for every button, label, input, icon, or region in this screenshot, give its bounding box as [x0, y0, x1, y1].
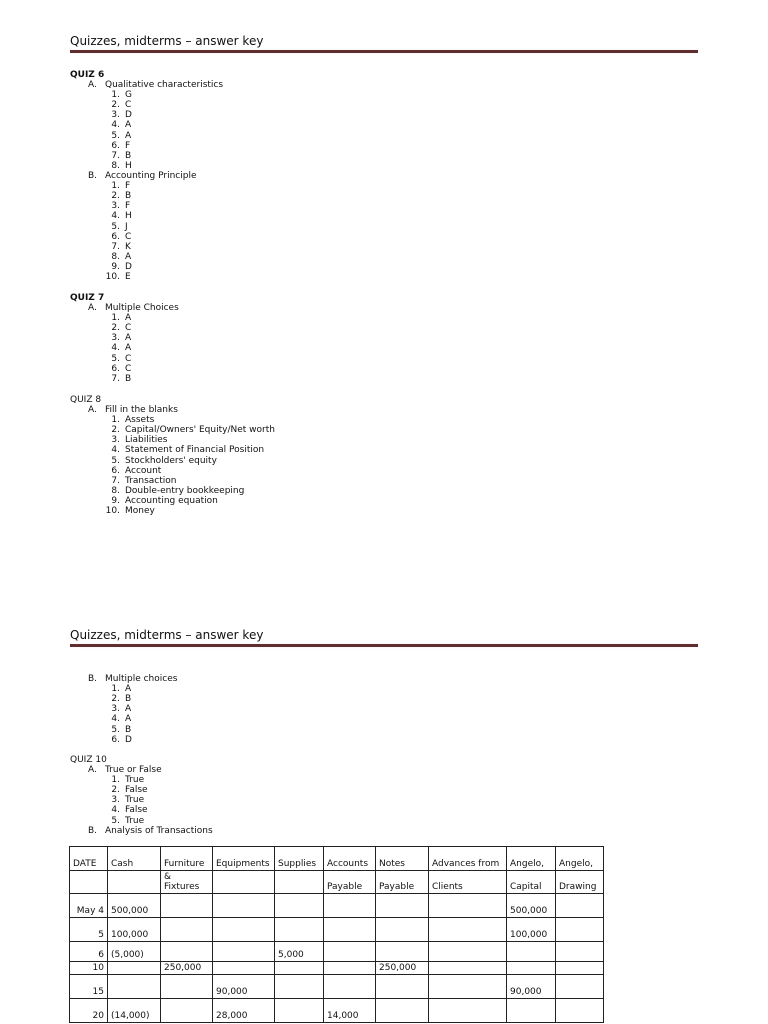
- table-cell: [108, 871, 161, 894]
- answer-item: [104, 476, 275, 486]
- answer-text: Assets: [125, 415, 155, 425]
- table-cell: Payable: [324, 871, 376, 894]
- answer-text: Capital/Owners' Equity/Net worth: [125, 425, 275, 436]
- table-cell: 500,000: [108, 894, 161, 918]
- table-cell: 28,000: [213, 999, 275, 1023]
- answer-number: 8.: [111, 252, 120, 263]
- answer-item: [104, 415, 275, 425]
- table-cell: (5,000): [108, 942, 161, 962]
- answer-item: [104, 201, 132, 211]
- answer-number: 4.: [111, 714, 120, 725]
- table-cell: [70, 871, 108, 894]
- table-cell: [324, 942, 376, 962]
- answer-number: 8.: [111, 161, 120, 172]
- answer-item: [104, 232, 132, 242]
- table-cell: [161, 975, 213, 999]
- quiz6-partA-title: Qualitative characteristics: [105, 80, 224, 90]
- quiz6-partB-title: Accounting Principle: [105, 171, 197, 181]
- answer-number: 4.: [111, 343, 120, 354]
- answer-text: A: [125, 252, 132, 263]
- answer-item: [104, 805, 148, 815]
- quiz10-partB-title: Analysis of Transactions: [105, 826, 213, 836]
- answer-number: 4.: [111, 445, 120, 456]
- answer-item: [104, 252, 132, 262]
- answer-item: [104, 242, 132, 252]
- quiz7-partA-letter: A.: [88, 303, 97, 313]
- table-cell: Angelo,: [556, 847, 604, 871]
- table-cell: Payable: [376, 871, 429, 894]
- answer-item: [104, 131, 132, 141]
- answer-text: K: [125, 241, 131, 252]
- table-cell: 14,000: [324, 999, 376, 1023]
- quiz9-partB-title: Multiple choices: [105, 674, 178, 684]
- table-cell: [275, 894, 324, 918]
- answer-number: 3.: [111, 333, 120, 344]
- table-cell: [213, 962, 275, 975]
- answer-number: 3.: [111, 795, 120, 806]
- table-cell: (14,000): [108, 999, 161, 1023]
- table-cell: [556, 894, 604, 918]
- answer-text: C: [125, 323, 132, 334]
- table-cell: Advances from: [429, 847, 507, 871]
- table-cell: [556, 975, 604, 999]
- table-cell: [324, 918, 376, 942]
- answer-number: 2.: [111, 694, 120, 705]
- answer-item: [104, 496, 275, 506]
- table-cell: Equipments: [213, 847, 275, 871]
- quiz9-partB-letter: B.: [88, 674, 98, 684]
- answer-text: A: [125, 684, 132, 694]
- table-cell: Clients: [429, 871, 507, 894]
- table-cell: [429, 999, 507, 1023]
- table-cell: Cash: [108, 847, 161, 871]
- table-cell: DATE: [70, 847, 108, 871]
- answer-text: Liabilities: [125, 435, 168, 446]
- table-cell: 500,000: [507, 894, 556, 918]
- quiz6-partB-answers: [104, 181, 132, 283]
- answer-text: False: [125, 805, 148, 816]
- table-cell: Capital: [507, 871, 556, 894]
- table-cell: [275, 975, 324, 999]
- answer-number: 5.: [111, 815, 120, 826]
- answer-item: [104, 714, 132, 724]
- answer-item: [104, 486, 275, 496]
- answer-text: A: [125, 130, 132, 141]
- table-cell: [429, 894, 507, 918]
- answer-item: [104, 151, 132, 161]
- table-cell: [161, 942, 213, 962]
- answer-number: 3.: [111, 704, 120, 715]
- table-cell: [213, 942, 275, 962]
- answer-item: [104, 374, 131, 384]
- table-cell: [429, 918, 507, 942]
- table-cell: [324, 962, 376, 975]
- answer-number: 10.: [105, 506, 120, 517]
- answer-text: A: [125, 343, 132, 354]
- answer-text: F: [125, 140, 131, 151]
- answer-item: [104, 364, 131, 374]
- table-cell: [429, 962, 507, 975]
- answer-text: A: [125, 714, 132, 725]
- answer-text: A: [125, 313, 132, 323]
- answer-text: J: [125, 221, 128, 232]
- table-cell: [556, 999, 604, 1023]
- answer-item: [104, 262, 132, 272]
- answer-text: Account: [125, 465, 162, 476]
- answer-number: 3.: [111, 435, 120, 446]
- answer-number: 6.: [111, 231, 120, 242]
- table-row: [70, 942, 604, 962]
- table-cell: 15: [70, 975, 108, 999]
- answer-number: 1.: [111, 313, 120, 323]
- table-cell: [376, 999, 429, 1023]
- transactions-table: [69, 846, 604, 1023]
- header-rule: [70, 50, 698, 53]
- table-cell: May 4: [70, 894, 108, 918]
- answer-text: F: [125, 201, 131, 212]
- table-cell: [376, 975, 429, 999]
- answer-text: True: [125, 775, 145, 785]
- answer-number: 1.: [111, 181, 120, 191]
- quiz10-partB-letter: B.: [88, 826, 98, 836]
- answer-number: 3.: [111, 201, 120, 212]
- answer-item: [104, 775, 148, 785]
- table-cell: Notes: [376, 847, 429, 871]
- table-cell: Angelo,: [507, 847, 556, 871]
- quiz7-partA-answers: [104, 313, 131, 384]
- answer-item: [104, 354, 131, 364]
- table-cell: Furniture: [161, 847, 213, 871]
- answer-text: E: [125, 272, 131, 283]
- table-cell: 250,000: [161, 962, 213, 975]
- table-cell: [275, 962, 324, 975]
- answer-number: 1.: [111, 90, 120, 100]
- answer-item: [104, 795, 148, 805]
- answer-text: C: [125, 353, 132, 364]
- answer-number: 5.: [111, 221, 120, 232]
- table-cell: [275, 999, 324, 1023]
- table-cell: [161, 894, 213, 918]
- table-cell: [556, 962, 604, 975]
- answer-number: 6.: [111, 465, 120, 476]
- answer-item: [104, 506, 275, 516]
- quiz9-partB-answers: [104, 684, 132, 745]
- answer-item: [104, 456, 275, 466]
- answer-text: B: [125, 191, 132, 202]
- table-cell: [161, 918, 213, 942]
- answer-number: 7.: [111, 373, 120, 384]
- table-cell: Supplies: [275, 847, 324, 871]
- table-cell: 5: [70, 918, 108, 942]
- table-cell: [275, 918, 324, 942]
- answer-number: 7.: [111, 241, 120, 252]
- quiz6-partA-letter: A.: [88, 80, 97, 90]
- table-cell: 20: [70, 999, 108, 1023]
- answer-number: 4.: [111, 120, 120, 131]
- table-cell: [507, 942, 556, 962]
- answer-text: Accounting equation: [125, 496, 218, 507]
- answer-item: [104, 90, 132, 100]
- table-cell: [324, 894, 376, 918]
- quiz8-partA-title: Fill in the blanks: [105, 405, 178, 415]
- answer-number: 5.: [111, 724, 120, 735]
- answer-text: B: [125, 694, 132, 705]
- answer-number: 6.: [111, 734, 120, 745]
- answer-item: [104, 333, 131, 343]
- answer-number: 2.: [111, 100, 120, 111]
- answer-text: F: [125, 181, 131, 191]
- table-cell: [507, 962, 556, 975]
- answer-number: 1.: [111, 415, 120, 425]
- answer-item: [104, 313, 131, 323]
- table-cell: Accounts: [324, 847, 376, 871]
- table-cell: [213, 918, 275, 942]
- answer-text: G: [125, 90, 132, 100]
- answer-text: B: [125, 150, 132, 161]
- answer-text: A: [125, 333, 132, 344]
- table-cell: [213, 894, 275, 918]
- answer-text: A: [125, 704, 132, 715]
- answer-number: 4.: [111, 211, 120, 222]
- answer-text: B: [125, 724, 132, 735]
- page2-header-title: Quizzes, midterms – answer key: [70, 628, 264, 642]
- answer-text: H: [125, 211, 132, 222]
- answer-number: 9.: [111, 262, 120, 273]
- quiz10-partA-answers: [104, 775, 148, 826]
- answer-text: A: [125, 120, 132, 131]
- table-cell: [556, 942, 604, 962]
- answer-number: 9.: [111, 496, 120, 507]
- answer-number: 8.: [111, 486, 120, 497]
- answer-number: 5.: [111, 353, 120, 364]
- answer-item: [104, 272, 132, 282]
- table-cell: 90,000: [213, 975, 275, 999]
- quiz10-partA-title: True or False: [105, 765, 162, 775]
- table-row: [70, 962, 604, 975]
- table-cell: [376, 894, 429, 918]
- answer-number: 1.: [111, 775, 120, 785]
- answer-text: Money: [125, 506, 155, 517]
- table-cell: 100,000: [108, 918, 161, 942]
- answer-item: [104, 211, 132, 221]
- table-header-row: [70, 847, 604, 871]
- answer-item: [104, 735, 132, 745]
- answer-text: H: [125, 161, 132, 172]
- answer-item: [104, 466, 275, 476]
- page-header-title: Quizzes, midterms – answer key: [70, 34, 264, 48]
- answer-number: 2.: [111, 425, 120, 436]
- answer-item: [104, 435, 275, 445]
- answer-item: [104, 343, 131, 353]
- answer-item: [104, 694, 132, 704]
- answer-item: [104, 323, 131, 333]
- answer-item: [104, 684, 132, 694]
- answer-text: False: [125, 785, 148, 796]
- table-cell: [429, 975, 507, 999]
- answer-item: [104, 110, 132, 120]
- answer-item: [104, 181, 132, 191]
- quiz6-partB-letter: B.: [88, 171, 98, 181]
- answer-item: [104, 785, 148, 795]
- page2-header-rule: [70, 644, 698, 647]
- answer-number: 7.: [111, 150, 120, 161]
- table-cell: [507, 999, 556, 1023]
- table-cell: [324, 975, 376, 999]
- quiz10-partA-letter: A.: [88, 765, 97, 775]
- answer-item: [104, 425, 275, 435]
- answer-item: [104, 816, 148, 826]
- answer-number: 6.: [111, 140, 120, 151]
- answer-text: True: [125, 795, 145, 806]
- quiz8-partA-answers: [104, 415, 275, 517]
- answer-item: [104, 120, 132, 130]
- table-row: [70, 999, 604, 1023]
- answer-number: 5.: [111, 455, 120, 466]
- quiz10-title: QUIZ 10: [70, 755, 107, 765]
- table-cell: [376, 942, 429, 962]
- table-cell: 5,000: [275, 942, 324, 962]
- quiz7-partA-title: Multiple Choices: [105, 303, 179, 313]
- table-cell: 250,000: [376, 962, 429, 975]
- table-subheader-row: [70, 871, 604, 894]
- answer-number: 2.: [111, 191, 120, 202]
- answer-item: [104, 704, 132, 714]
- answer-text: B: [125, 373, 132, 384]
- table-cell: [376, 918, 429, 942]
- answer-text: Statement of Financial Position: [125, 445, 265, 456]
- table-cell: [161, 999, 213, 1023]
- answer-text: Transaction: [125, 475, 177, 486]
- answer-number: 2.: [111, 785, 120, 796]
- answer-number: 5.: [111, 130, 120, 141]
- answer-text: C: [125, 231, 132, 242]
- answer-text: Double-entry bookkeeping: [125, 486, 245, 497]
- table-cell: [275, 871, 324, 894]
- answer-item: [104, 222, 132, 232]
- quiz6-title: QUIZ 6: [70, 70, 105, 80]
- answer-item: [104, 100, 132, 110]
- answer-number: 1.: [111, 684, 120, 694]
- table-cell: [108, 975, 161, 999]
- table-cell: [556, 918, 604, 942]
- answer-item: [104, 191, 132, 201]
- answer-number: 2.: [111, 323, 120, 334]
- table-cell: 90,000: [507, 975, 556, 999]
- answer-text: C: [125, 363, 132, 374]
- answer-number: 7.: [111, 475, 120, 486]
- table-cell: [108, 962, 161, 975]
- table-cell: 10: [70, 962, 108, 975]
- answer-text: D: [125, 110, 132, 121]
- answer-text: Stockholders' equity: [125, 455, 217, 466]
- table-cell: [429, 942, 507, 962]
- quiz8-title: QUIZ 8: [70, 395, 102, 405]
- answer-text: C: [125, 100, 132, 111]
- answer-number: 3.: [111, 110, 120, 121]
- table-cell: 6: [70, 942, 108, 962]
- answer-item: [104, 161, 132, 171]
- answer-number: 10.: [105, 272, 120, 283]
- answer-item: [104, 445, 275, 455]
- answer-text: True: [125, 815, 145, 826]
- answer-item: [104, 141, 132, 151]
- answer-text: D: [125, 262, 132, 273]
- table-cell: 100,000: [507, 918, 556, 942]
- answer-text: D: [125, 734, 132, 745]
- answer-number: 4.: [111, 805, 120, 816]
- answer-number: 6.: [111, 363, 120, 374]
- table-row: [70, 918, 604, 942]
- quiz7-title: QUIZ 7: [70, 293, 105, 303]
- table-cell: Drawing: [556, 871, 604, 894]
- table-row: [70, 975, 604, 999]
- table-row: [70, 894, 604, 918]
- quiz6-partA-answers: [104, 90, 132, 171]
- table-cell: & Fixtures: [161, 871, 213, 894]
- answer-item: [104, 725, 132, 735]
- table-cell: [213, 871, 275, 894]
- quiz8-partA-letter: A.: [88, 405, 97, 415]
